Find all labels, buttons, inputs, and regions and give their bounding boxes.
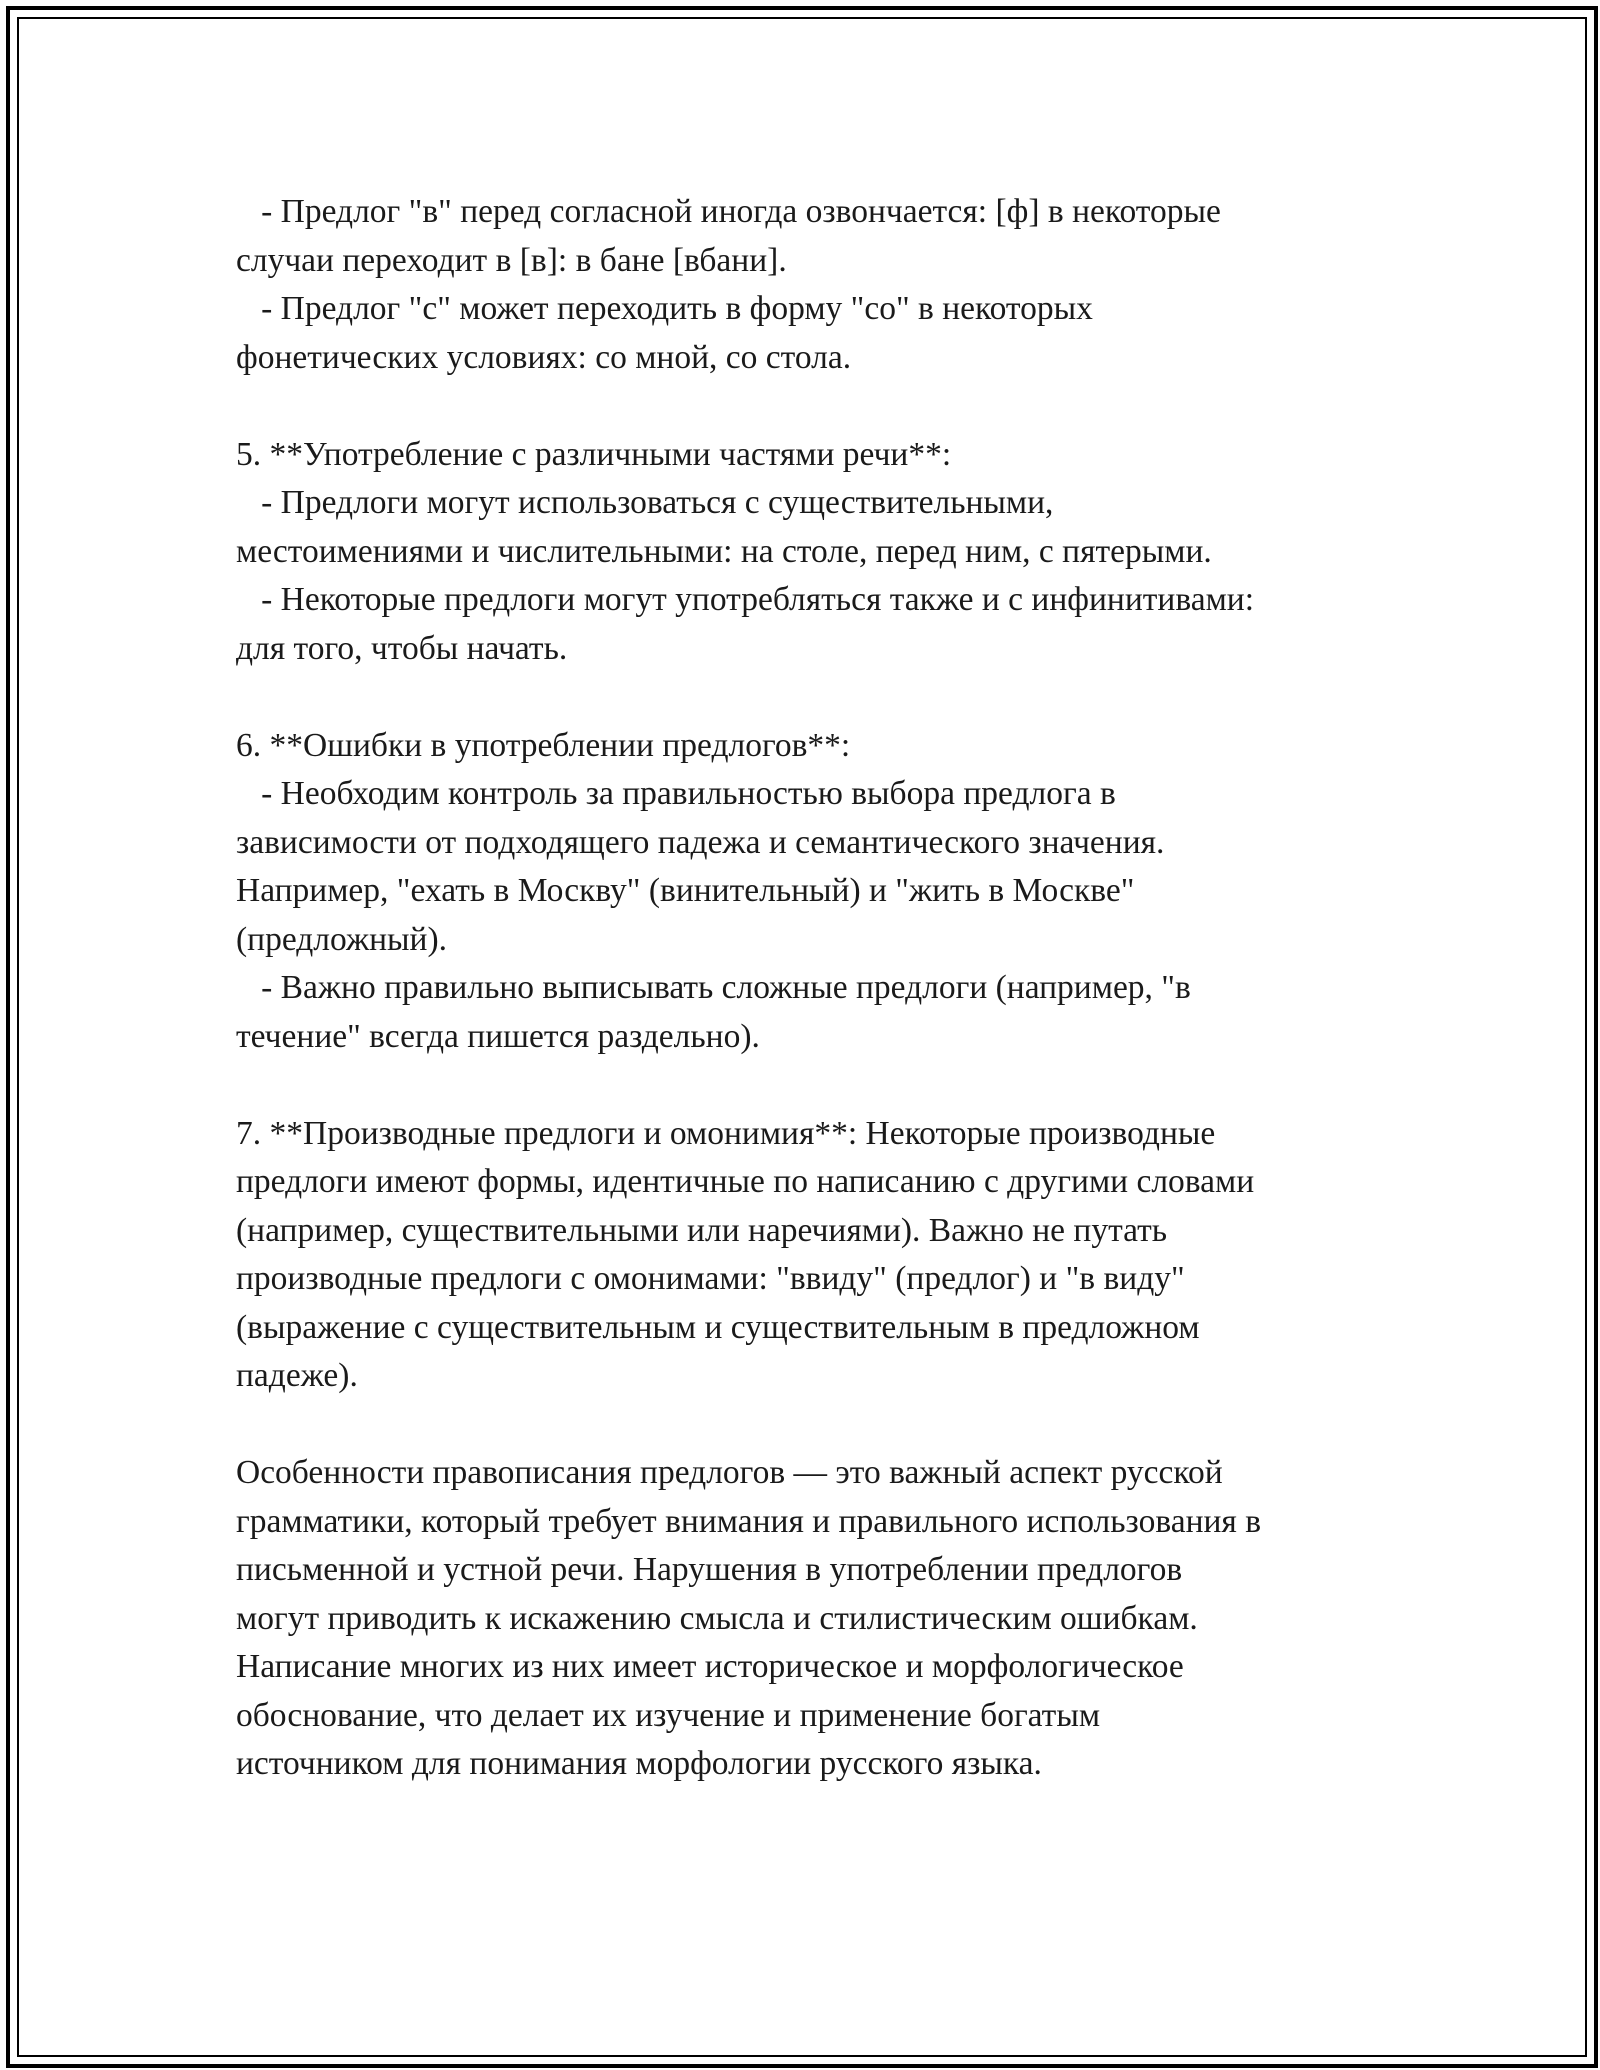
text-line: - Предлоги могут использоваться с существительными, <box>236 484 1054 521</box>
text-line: падеже). <box>236 1357 358 1394</box>
text-line: - Предлог "в" перед согласной иногда озвончается: [ф] в некоторые <box>236 193 1221 230</box>
paragraph-spacer <box>236 1401 1386 1450</box>
text-line: Написание многих из них имеет историческое и морфологическое <box>236 1648 1184 1685</box>
paragraph-conclusion <box>236 1449 1386 1789</box>
paragraph-item-4-continuation <box>236 188 1386 382</box>
paragraph-item-5 <box>236 431 1386 674</box>
text-line: течение" всегда пишется раздельно). <box>236 1017 760 1055</box>
text-line: (например, существительными или наречиями). Важно не путать <box>236 1211 1168 1249</box>
text-line: источником для понимания морфологии русского языка. <box>236 1745 1042 1782</box>
text-line: (выражение с существительным и существительным в предложном <box>236 1308 1200 1346</box>
paragraph-item-6 <box>236 722 1386 1062</box>
text-line: могут приводить к искажению смысла и стилистическим ошибкам. <box>236 1599 1198 1637</box>
list-item-heading: 7. **Производные предлоги и омонимия**: Некоторые производные <box>236 1114 1216 1152</box>
text-line: - Некоторые предлоги могут употребляться также и с инфинитивами: <box>236 581 1255 618</box>
text-line: - Необходим контроль за правильностью выбора предлога в <box>236 775 1116 812</box>
paragraph-item-7 <box>236 1110 1386 1401</box>
text-line: грамматики, который требует внимания и правильного использования в <box>236 1502 1262 1540</box>
text-line: случаи переходит в [в]: в бане [вбани]. <box>236 241 787 279</box>
text-line: производные предлоги с омонимами: "ввиду" (предлог) и "в виду" <box>236 1260 1185 1297</box>
text-line: обоснование, что делает их изучение и применение богатым <box>236 1696 1101 1734</box>
text-line: зависимости от подходящего падежа и семантического значения. <box>236 823 1165 861</box>
text-line: - Важно правильно выписывать сложные предлоги (например, "в <box>236 969 1191 1006</box>
text-line: Например, "ехать в Москву" (винительный) и "жить в Москве" <box>236 872 1135 909</box>
text-line: (предложный). <box>236 920 447 958</box>
list-item-heading: 5. **Употребление с различными частями речи**: <box>236 435 952 473</box>
text-line: Особенности правописания предлогов — это важный аспект русской <box>236 1454 1223 1491</box>
document-body <box>236 188 1386 1789</box>
text-line: фонетических условиях: со мной, со стола. <box>236 338 852 376</box>
text-line: для того, чтобы начать. <box>236 629 568 667</box>
paragraph-spacer <box>236 1061 1386 1110</box>
text-line: местоимениями и числительными: на столе, перед ним, с пятерыми. <box>236 532 1212 570</box>
text-line: - Предлог "с" может переходить в форму "со" в некоторых <box>236 290 1093 327</box>
list-item-heading: 6. **Ошибки в употреблении предлогов**: <box>236 726 851 764</box>
text-line: предлоги имеют формы, идентичные по написанию с другими словами <box>236 1163 1255 1200</box>
paragraph-spacer <box>236 673 1386 722</box>
text-line: письменной и устной речи. Нарушения в употреблении предлогов <box>236 1551 1183 1588</box>
paragraph-spacer <box>236 382 1386 431</box>
